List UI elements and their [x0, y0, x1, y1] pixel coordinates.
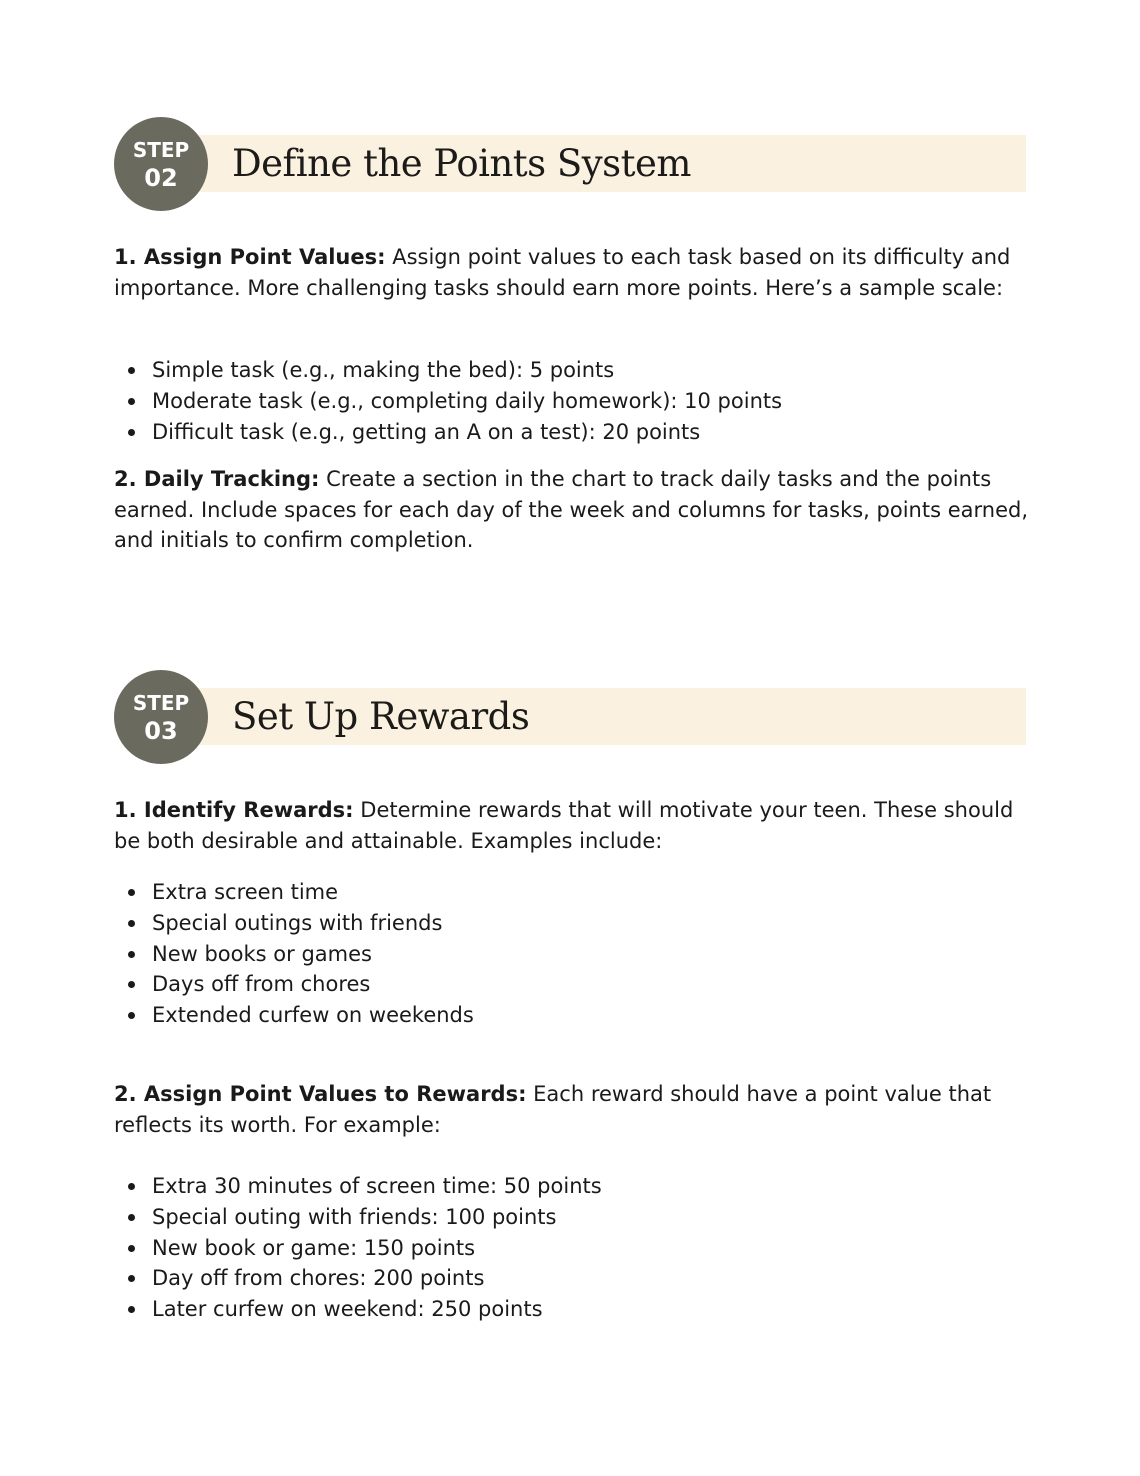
reward-points-list — [114, 1171, 1014, 1325]
assign-point-values-text: Assign point values to each task based on its difficulty and importance. More challenging tasks should earn more points. Here’s a sample scale: — [114, 245, 1011, 300]
step-02-badge-label: STEP — [132, 138, 190, 162]
step-03-badge-label: STEP — [132, 691, 190, 715]
list-item: Days off from chores — [114, 969, 1014, 1000]
point-scale-list — [114, 355, 1014, 447]
list-item: Day off from chores: 200 points — [114, 1263, 1014, 1294]
daily-tracking-heading: 2. Daily Tracking: — [114, 467, 320, 491]
list-item: Extended curfew on weekends — [114, 1000, 1014, 1031]
identify-rewards-text: Determine rewards that will motivate your teen. These should be both desirable and attainable. Examples include: — [114, 798, 1014, 853]
list-item: New book or game: 150 points — [114, 1233, 1014, 1264]
list-item: Moderate task (e.g., completing daily homework): 10 points — [114, 386, 1014, 417]
reward-point-values-paragraph — [114, 1079, 1034, 1140]
bullet-icon — [128, 951, 135, 958]
list-item: Extra 30 minutes of screen time: 50 points — [114, 1171, 1014, 1202]
step-02-header — [114, 117, 1026, 213]
bullet-icon — [128, 981, 135, 988]
step-03-badge — [114, 670, 208, 764]
step-03-header — [114, 670, 1026, 766]
identify-rewards-paragraph — [114, 795, 1034, 856]
rewards-list — [114, 877, 1014, 1031]
list-item: Extra screen time — [114, 877, 1014, 908]
step-02-badge-number: 02 — [144, 164, 178, 192]
bullet-icon — [128, 429, 135, 436]
bullet-icon — [128, 920, 135, 927]
step-03-title: Set Up Rewards — [232, 695, 530, 738]
list-item: Difficult task (e.g., getting an A on a test): 20 points — [114, 417, 1014, 448]
bullet-icon — [128, 1245, 135, 1252]
bullet-icon — [128, 367, 135, 374]
daily-tracking-paragraph — [114, 464, 1034, 556]
bullet-icon — [128, 1214, 135, 1221]
bullet-icon — [128, 1306, 135, 1313]
assign-point-values-paragraph — [114, 242, 1034, 303]
list-item: Special outings with friends — [114, 908, 1014, 939]
bullet-icon — [128, 889, 135, 896]
bullet-icon — [128, 398, 135, 405]
identify-rewards-heading: 1. Identify Rewards: — [114, 798, 354, 822]
list-item: Special outing with friends: 100 points — [114, 1202, 1014, 1233]
bullet-icon — [128, 1012, 135, 1019]
bullet-icon — [128, 1275, 135, 1282]
reward-point-values-heading: 2. Assign Point Values to Rewards: — [114, 1082, 527, 1106]
list-item: Simple task (e.g., making the bed): 5 points — [114, 355, 1014, 386]
step-02-title: Define the Points System — [232, 142, 691, 185]
reward-point-values-text: Each reward should have a point value that reflects its worth. For example: — [114, 1082, 992, 1137]
assign-point-values-heading: 1. Assign Point Values: — [114, 245, 386, 269]
step-02-badge — [114, 117, 208, 211]
daily-tracking-text: Create a section in the chart to track daily tasks and the points earned. Include spaces for each day of the week and columns for tasks, points earned, and initials to confirm completion. — [114, 467, 1028, 552]
list-item: New books or games — [114, 939, 1014, 970]
bullet-icon — [128, 1183, 135, 1190]
list-item: Later curfew on weekend: 250 points — [114, 1294, 1014, 1325]
step-03-badge-number: 03 — [144, 717, 178, 745]
